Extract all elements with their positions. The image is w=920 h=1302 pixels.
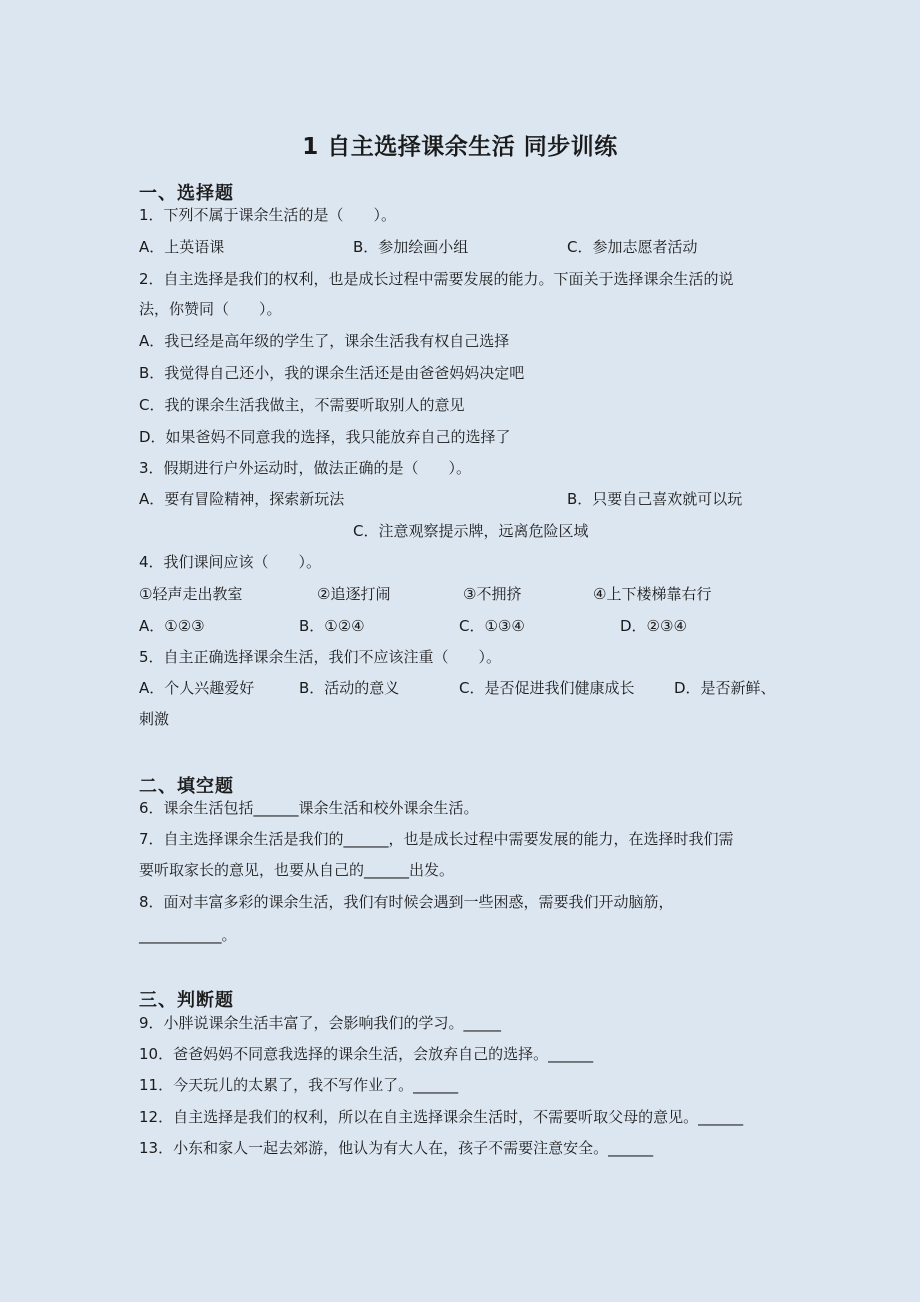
question-4-item-4: ④上下楼梯靠右行 (593, 585, 712, 603)
question-3-option-b: B．只要自己喜欢就可以玩 (567, 490, 743, 508)
question-12: 12．自主选择是我们的权利，所以在自主选择课余生活时，不需要听取父母的意见。______ (139, 1108, 744, 1126)
question-3-option-c: C．注意观察提示牌，远离危险区域 (353, 522, 589, 540)
question-1-option-a: A．上英语课 (139, 238, 225, 256)
question-4-item-1: ①轻声走出教室 (139, 585, 243, 603)
question-2-option-c: C．我的课余生活我做主，不需要听取别人的意见 (139, 396, 465, 414)
question-4-item-3: ③不拥挤 (463, 585, 522, 603)
question-5-option-d: D．是否新鲜、 (674, 679, 776, 697)
question-2-stem-line-1: 2．自主选择是我们的权利，也是成长过程中需要发展的能力。下面关于选择课余生活的说 (139, 270, 734, 288)
question-1-stem: 1．下列不属于课余生活的是（ ）。 (139, 206, 397, 224)
section-heading-choice: 一、选择题 (139, 183, 234, 204)
section-heading-true-false: 三、判断题 (139, 990, 234, 1011)
question-8-line-1: 8．面对丰富多彩的课余生活，我们有时候会遇到一些困惑，需要我们开动脑筋， (139, 893, 674, 911)
question-10: 10．爸爸妈妈不同意我选择的课余生活，会放弃自己的选择。______ (139, 1045, 594, 1063)
question-3-option-a: A．要有冒险精神，探索新玩法 (139, 490, 345, 508)
question-7-line-1: 7．自主选择课余生活是我们的______，也是成长过程中需要发展的能力，在选择时我们需 (139, 830, 734, 848)
question-3-stem: 3．假期进行户外运动时，做法正确的是（ ）。 (139, 459, 472, 477)
question-4-option-c: C．①③④ (459, 617, 525, 635)
question-9: 9．小胖说课余生活丰富了，会影响我们的学习。_____ (139, 1014, 502, 1032)
question-4-item-2: ②追逐打闹 (317, 585, 391, 603)
question-8-line-2: ___________。 (139, 926, 237, 944)
question-4-option-a: A．①②③ (139, 617, 205, 635)
question-7-line-2: 要听取家长的意见，也要从自己的______出发。 (139, 861, 455, 879)
question-5-option-d-continued: 刺激 (139, 710, 170, 728)
question-4-option-d: D．②③④ (620, 617, 687, 635)
question-2-stem-line-2: 法，你赞同（ ）。 (139, 300, 282, 318)
question-4-option-b: B．①②④ (299, 617, 365, 635)
question-2-option-b: B．我觉得自己还小，我的课余生活还是由爸爸妈妈决定吧 (139, 364, 525, 382)
question-5-option-b: B．活动的意义 (299, 679, 400, 697)
question-2-option-d: D．如果爸妈不同意我的选择，我只能放弃自己的选择了 (139, 428, 511, 446)
question-2-option-a: A．我已经是高年级的学生了，课余生活我有权自己选择 (139, 332, 510, 350)
question-4-stem: 4．我们课间应该（ ）。 (139, 553, 322, 571)
question-5-option-a: A．个人兴趣爱好 (139, 679, 255, 697)
section-heading-fill-in: 二、填空题 (139, 776, 234, 797)
page-title: 1 自主选择课余生活 同步训练 (302, 134, 618, 160)
question-13: 13．小东和家人一起去郊游，他认为有大人在，孩子不需要注意安全。______ (139, 1139, 654, 1157)
question-5-option-c: C．是否促进我们健康成长 (459, 679, 635, 697)
question-6: 6．课余生活包括______课余生活和校外课余生活。 (139, 799, 479, 817)
question-1-option-c: C．参加志愿者活动 (567, 238, 698, 256)
question-5-stem: 5．自主正确选择课余生活，我们不应该注重（ ）。 (139, 648, 502, 666)
question-11: 11．今天玩儿的太累了，我不写作业了。______ (139, 1076, 459, 1094)
question-1-option-b: B．参加绘画小组 (353, 238, 469, 256)
